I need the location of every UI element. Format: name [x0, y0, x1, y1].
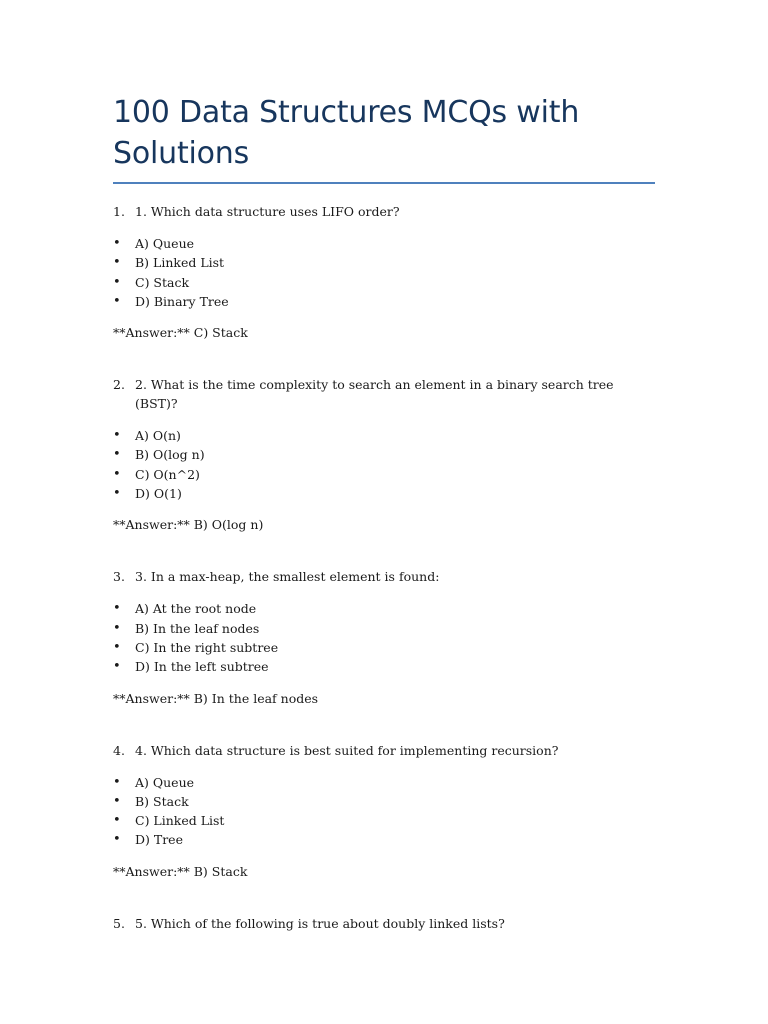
bullet-icon: •: [113, 813, 121, 829]
option-item: [113, 465, 655, 484]
option-item: [113, 830, 655, 849]
option-item: [113, 234, 655, 253]
option-item: [113, 792, 655, 811]
options-list: [113, 773, 655, 850]
question-text: 3. In a max-heap, the smallest element is found:: [135, 569, 440, 585]
bullet-icon: •: [113, 236, 121, 251]
bullet-icon: •: [113, 255, 121, 271]
bullet-icon: •: [113, 486, 121, 502]
option-text: D) O(1): [135, 486, 182, 502]
bullet-icon: •: [113, 274, 121, 290]
option-item: [113, 638, 655, 657]
option-text: D) In the left subtree: [135, 659, 269, 675]
options-list: [113, 426, 655, 503]
answer-line: **Answer:** B) Stack: [113, 863, 248, 879]
option-text: B) In the leaf nodes: [135, 620, 260, 636]
question-item: [113, 567, 655, 586]
option-text: C) In the right subtree: [135, 639, 279, 655]
question-item: [113, 741, 655, 760]
option-item: [113, 484, 655, 503]
answer-line: **Answer:** B) In the leaf nodes: [113, 690, 319, 706]
option-text: D) Binary Tree: [135, 293, 229, 309]
question-number: 5.: [113, 915, 125, 931]
option-item: [113, 599, 655, 618]
question-text: 4. Which data structure is best suited for implementing recursion?: [135, 742, 559, 758]
option-text: C) O(n^2): [135, 466, 200, 482]
question-text: 5. Which of the following is true about doubly linked lists?: [135, 915, 505, 931]
option-item: [113, 253, 655, 272]
option-item: [113, 273, 655, 292]
document-title: 100 Data Structures MCQs with Solutions: [113, 95, 580, 171]
option-item: [113, 619, 655, 638]
question-number: 2.: [113, 377, 125, 393]
bullet-icon: •: [113, 832, 121, 848]
bullet-icon: •: [113, 659, 121, 675]
answer-line: **Answer:** B) O(log n): [113, 517, 264, 533]
option-text: A) Queue: [135, 236, 195, 251]
bullet-icon: •: [113, 466, 121, 482]
bullet-icon: •: [113, 774, 121, 790]
option-text: C) Linked List: [135, 813, 225, 829]
option-text: A) At the root node: [135, 601, 257, 617]
option-text: C) Stack: [135, 274, 190, 290]
answer-line: **Answer:** C) Stack: [113, 325, 248, 341]
option-text: B) Linked List: [135, 255, 225, 271]
option-item: [113, 445, 655, 464]
option-item: [113, 426, 655, 445]
question-number: 1.: [113, 204, 125, 219]
bullet-icon: •: [113, 293, 121, 309]
question-number: 4.: [113, 742, 125, 758]
option-item: [113, 292, 655, 311]
title-divider: [113, 182, 655, 184]
document-page: [113, 92, 655, 946]
question-number: 3.: [113, 569, 125, 585]
options-list: [113, 599, 655, 676]
question-item: [113, 914, 655, 933]
bullet-icon: •: [113, 620, 121, 636]
bullet-icon: •: [113, 428, 121, 444]
option-item: [113, 811, 655, 830]
option-text: A) Queue: [135, 774, 195, 790]
bullet-icon: •: [113, 447, 121, 463]
bullet-icon: •: [113, 793, 121, 809]
option-text: A) O(n): [135, 428, 181, 444]
options-list: [113, 234, 655, 311]
question-item: [113, 375, 655, 413]
bullet-icon: •: [113, 639, 121, 655]
option-item: [113, 657, 655, 676]
question-item: [113, 202, 655, 221]
question-text: 1. Which data structure uses LIFO order?: [135, 204, 400, 219]
bullet-icon: •: [113, 601, 121, 617]
question-text: 2. What is the time complexity to search an element in a binary search tree (BST)?: [135, 377, 614, 412]
option-item: [113, 773, 655, 792]
option-text: D) Tree: [135, 832, 183, 848]
option-text: B) Stack: [135, 793, 189, 809]
option-text: B) O(log n): [135, 447, 205, 463]
